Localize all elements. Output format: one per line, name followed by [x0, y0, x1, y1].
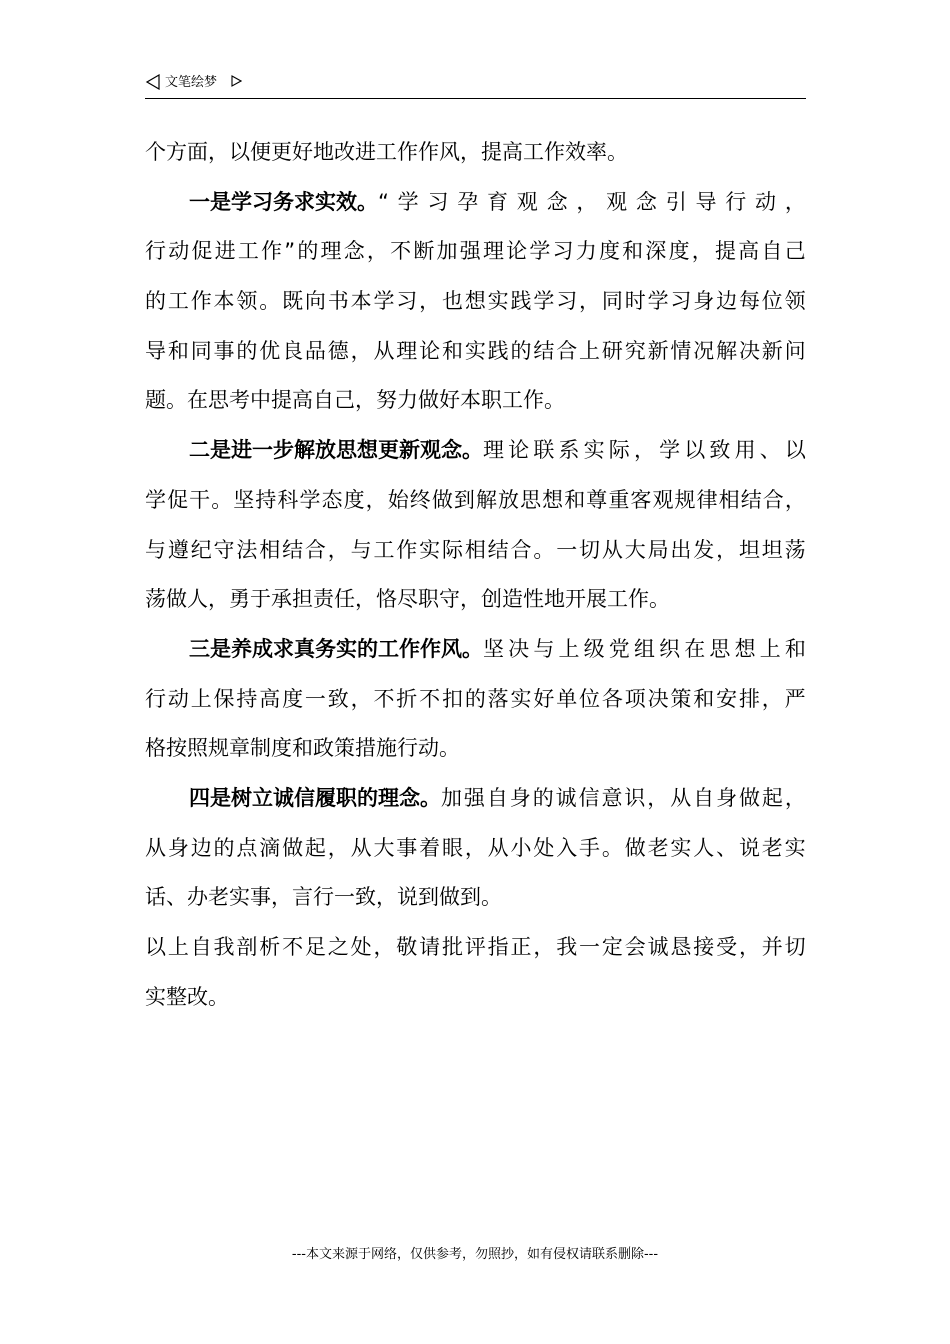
page-footer: ---本文来源于网络，仅供参考，勿照抄，如有侵权请联系删除--- — [291, 1247, 659, 1262]
paragraph-2-first-line: 二是进一步解放思想更新观念。 理 论 联 系 实 际 ， 学 以 致 用 、 以 — [145, 426, 806, 476]
paragraph-4-first-line: 四是树立诚信履职的理念。 加 强 自 身 的 诚 信 意 识 ， 从 自 身 做 起 ， — [145, 774, 806, 824]
text-line: 学 促 干 。 坚 持 科 学 态 度 ， 始 终 做 到 解 放 思 想 和 尊 重 客 观 规 律 相 结 合 ， — [145, 487, 806, 512]
text-line: 行 动 促 进 工 作 ” 的 理 念 ， 不 断 加 强 理 论 学 习 力 度 和 深 度 ， 提 高 自 己 — [145, 239, 806, 264]
text-line: 与 遵 纪 守 法 相 结 合 ， 与 工 作 实 际 相 结 合 。 一 切 从 大 局 出 发 ， 坦 坦 荡 — [145, 537, 806, 562]
page-header — [145, 72, 806, 99]
triangle-left-icon — [145, 74, 161, 90]
text-line: 话、办老实事，言行一致，说到做到。 — [145, 885, 502, 910]
paragraph-heading: 二是进一步解放思想更新观念。 — [189, 438, 483, 463]
header-title: 文笔绘梦 — [165, 75, 218, 90]
text-line: 以 上 自 我 剖 析 不 足 之 处 ， 敬 请 批 评 指 正 ， 我 一 定 会 诚 恳 接 受 ， 并 切 — [145, 935, 806, 959]
text-line: 实整改。 — [145, 984, 229, 1009]
text-line: 从 身 边 的 点 滴 做 起 ， 从 大 事 着 眼 ， 从 小 处 入 手 。 做 老 实 人 、 说 老 实 — [145, 835, 806, 860]
text-line: 个方面，以便更好地改进工作作风，提高工作效率。 — [145, 140, 628, 164]
text-line: 题。在思考中提高自己，努力做好本职工作。 — [145, 388, 565, 413]
text-line: 的 工 作 本 领 。 既 向 书 本 学 习 ， 也 想 实 践 学 习 ， 同 时 学 习 身 边 每 位 领 — [145, 289, 806, 314]
paragraph-heading: 四是树立诚信履职的理念。 — [189, 785, 441, 810]
text-line: 导 和 同 事 的 优 良 品 德 ， 从 理 论 和 实 践 的 结 合 上 研 究 新 情 况 解 决 新 问 — [145, 338, 806, 363]
document-body — [145, 128, 806, 1022]
text-line: 行 动 上 保 持 高 度 一 致 ， 不 折 不 扣 的 落 实 好 单 位 各 项 决 策 和 安 排 ， 严 — [145, 686, 806, 711]
paragraph-heading: 三是养成求真务实的工作作风。 — [189, 636, 483, 661]
paragraph-heading: 一是学习务求实效。 — [189, 189, 378, 214]
paragraph-1-first-line: 一是学习务求实效。 “ 学 习 孕 育 观 念 ， 观 念 引 导 行 动 ， — [145, 178, 806, 228]
text-line: 格按照规章制度和政策措施行动。 — [145, 736, 460, 761]
paragraph-3-first-line: 三是养成求真务实的工作作风。 坚 决 与 上 级 党 组 织 在 思 想 上 和 — [145, 625, 806, 675]
triangle-right-icon — [231, 75, 242, 87]
text-line: 荡做人，勇于承担责任，恪尽职守，创造性地开展工作。 — [145, 587, 670, 612]
